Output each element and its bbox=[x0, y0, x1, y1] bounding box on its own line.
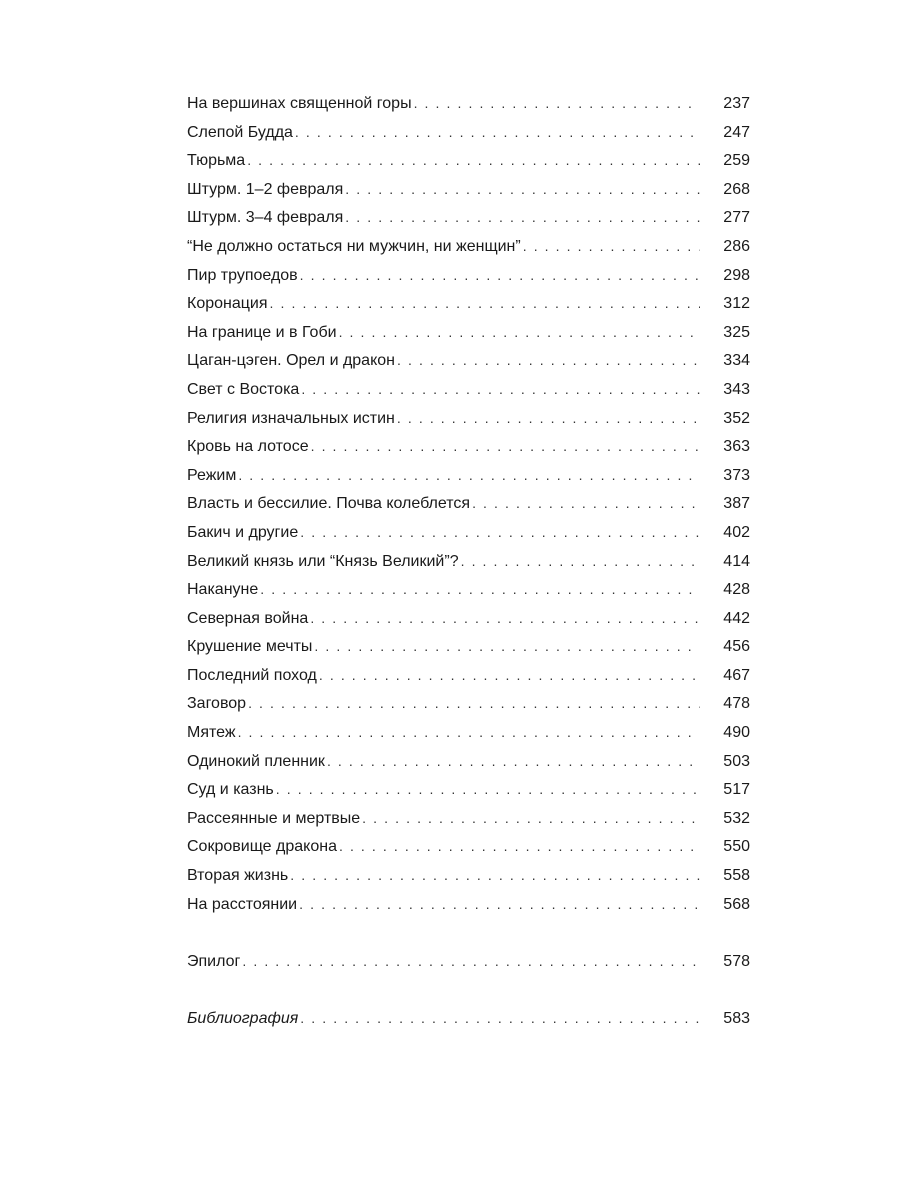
toc-entry-page: 237 bbox=[723, 95, 750, 112]
toc-entry-page: 550 bbox=[723, 838, 750, 856]
toc-entry-title: Библиография bbox=[187, 1010, 299, 1027]
toc-entry-title: Штурм. 3–4 февраля bbox=[187, 209, 344, 227]
toc-entry-epilogue[interactable] bbox=[187, 947, 750, 976]
dot-leader bbox=[248, 689, 700, 718]
toc-entry-page: 343 bbox=[723, 380, 750, 398]
dot-leader bbox=[295, 118, 700, 147]
toc-entry-page: 259 bbox=[723, 152, 750, 170]
toc-entry-title: Свет с Востока bbox=[187, 380, 300, 398]
dot-leader bbox=[260, 575, 700, 604]
toc-entry-page: 490 bbox=[723, 724, 750, 742]
toc-entry[interactable] bbox=[187, 146, 750, 175]
toc-entry-page: 373 bbox=[723, 466, 750, 484]
toc-entry-title: Одинокий пленник bbox=[187, 752, 325, 770]
toc-entry[interactable] bbox=[187, 604, 750, 633]
toc-entry[interactable] bbox=[187, 261, 750, 290]
toc-entry[interactable] bbox=[187, 775, 750, 804]
toc-entry[interactable] bbox=[187, 489, 750, 518]
toc-entry[interactable] bbox=[187, 404, 750, 433]
toc-entry[interactable] bbox=[187, 547, 750, 576]
toc-entry-title: Власть и бессилие. Почва колеблется bbox=[187, 495, 471, 513]
toc-entry-page: 387 bbox=[723, 495, 750, 513]
dot-leader bbox=[345, 175, 700, 204]
toc-entry-page: 578 bbox=[723, 952, 750, 970]
section-gap bbox=[187, 975, 750, 1004]
toc-entry-title: Бакич и другие bbox=[187, 523, 299, 541]
toc-entry-page: 247 bbox=[723, 123, 750, 141]
toc-entry-page: 558 bbox=[723, 867, 750, 885]
toc-entry-title: Тюрьма bbox=[187, 152, 246, 170]
toc-entry[interactable] bbox=[187, 632, 750, 661]
toc-entry-title: На расстоянии bbox=[187, 895, 298, 913]
dot-leader bbox=[523, 232, 700, 261]
toc-entry[interactable] bbox=[187, 661, 750, 690]
dot-leader bbox=[397, 404, 700, 433]
dot-leader bbox=[345, 203, 700, 232]
toc-entry-title: На границе и в Гоби bbox=[187, 323, 337, 341]
dot-leader bbox=[362, 804, 700, 833]
dot-leader bbox=[300, 1004, 700, 1033]
toc-entry-page: 268 bbox=[723, 180, 750, 198]
dot-leader bbox=[238, 461, 700, 490]
toc-entry-page: 277 bbox=[723, 209, 750, 227]
dot-leader bbox=[299, 890, 700, 919]
toc-entry-page: 298 bbox=[723, 266, 750, 284]
dot-leader bbox=[397, 346, 700, 375]
dot-leader bbox=[247, 146, 700, 175]
toc-entry[interactable] bbox=[187, 289, 750, 318]
toc-entry-title: Рассеянные и мертвые bbox=[187, 809, 361, 827]
toc-entry-page: 334 bbox=[723, 352, 750, 370]
toc-entry-page: 583 bbox=[723, 1010, 750, 1027]
dot-leader bbox=[300, 261, 700, 290]
toc-entry-page: 312 bbox=[723, 295, 750, 313]
toc-entry[interactable] bbox=[187, 346, 750, 375]
toc-entry-page: 478 bbox=[723, 695, 750, 713]
dot-leader bbox=[238, 718, 700, 747]
dot-leader bbox=[301, 375, 700, 404]
table-of-contents bbox=[187, 89, 750, 1033]
toc-entry[interactable] bbox=[187, 89, 750, 118]
dot-leader bbox=[461, 547, 700, 576]
toc-entry-title: Заговор bbox=[187, 695, 247, 713]
toc-entry-title: Слепой Будда bbox=[187, 123, 293, 141]
toc-entry-title: Вторая жизнь bbox=[187, 867, 289, 885]
toc-entry-title: Мятеж bbox=[187, 724, 236, 742]
toc-entry[interactable] bbox=[187, 832, 750, 861]
dot-leader bbox=[472, 489, 700, 518]
toc-entry[interactable] bbox=[187, 861, 750, 890]
toc-entry[interactable] bbox=[187, 175, 750, 204]
toc-entry-page: 352 bbox=[723, 409, 750, 427]
section-gap bbox=[187, 918, 750, 947]
dot-leader bbox=[319, 661, 700, 690]
toc-entry[interactable] bbox=[187, 890, 750, 919]
toc-entry[interactable] bbox=[187, 461, 750, 490]
toc-entry[interactable] bbox=[187, 804, 750, 833]
toc-entry-bibliography[interactable] bbox=[187, 1004, 750, 1033]
toc-entry-page: 467 bbox=[723, 666, 750, 684]
toc-entry-page: 517 bbox=[723, 781, 750, 799]
toc-entry[interactable] bbox=[187, 718, 750, 747]
toc-entry-title: Северная война bbox=[187, 609, 309, 627]
dot-leader bbox=[242, 947, 700, 976]
toc-entry-title: Суд и казнь bbox=[187, 781, 274, 799]
dot-leader bbox=[290, 861, 700, 890]
toc-entry-title: Режим bbox=[187, 466, 237, 484]
toc-entry-title: Штурм. 1–2 февраля bbox=[187, 180, 344, 198]
chapter-list bbox=[187, 89, 750, 918]
toc-entry-title: Религия изначальных истин bbox=[187, 409, 395, 427]
toc-entry-page: 503 bbox=[723, 752, 750, 770]
toc-entry[interactable] bbox=[187, 232, 750, 261]
dot-leader bbox=[414, 89, 700, 118]
toc-entry[interactable] bbox=[187, 432, 750, 461]
toc-entry-page: 325 bbox=[723, 323, 750, 341]
toc-entry-title: “Не должно остаться ни мужчин, ни женщин” bbox=[187, 237, 521, 255]
dot-leader bbox=[270, 289, 700, 318]
toc-entry-page: 286 bbox=[723, 237, 750, 255]
toc-entry-page: 568 bbox=[723, 895, 750, 913]
toc-entry[interactable] bbox=[187, 747, 750, 776]
dot-leader bbox=[300, 518, 700, 547]
dot-leader bbox=[327, 747, 700, 776]
toc-entry-title: Накануне bbox=[187, 581, 259, 599]
toc-entry-title: Крушение мечты bbox=[187, 638, 313, 656]
toc-entry[interactable] bbox=[187, 575, 750, 604]
toc-entry-page: 428 bbox=[723, 581, 750, 599]
toc-entry-page: 442 bbox=[723, 609, 750, 627]
toc-entry[interactable] bbox=[187, 318, 750, 347]
dot-leader bbox=[311, 432, 700, 461]
toc-entry[interactable] bbox=[187, 203, 750, 232]
toc-entry-title: Эпилог bbox=[187, 952, 241, 970]
toc-entry-page: 402 bbox=[723, 523, 750, 541]
dot-leader bbox=[339, 832, 700, 861]
toc-entry[interactable] bbox=[187, 689, 750, 718]
dot-leader bbox=[276, 775, 700, 804]
dot-leader bbox=[314, 632, 700, 661]
dot-leader bbox=[310, 604, 700, 633]
toc-entry-page: 532 bbox=[723, 809, 750, 827]
toc-entry-title: Цаган-цэген. Орел и дракон bbox=[187, 352, 395, 370]
toc-entry-page: 414 bbox=[723, 552, 750, 570]
toc-entry-title: Коронация bbox=[187, 295, 268, 313]
toc-entry-title: Пир трупоедов bbox=[187, 266, 298, 284]
dot-leader bbox=[339, 318, 700, 347]
toc-entry[interactable] bbox=[187, 375, 750, 404]
toc-entry[interactable] bbox=[187, 518, 750, 547]
toc-entry-title: Великий князь или “Князь Великий”? bbox=[187, 552, 459, 570]
toc-entry-title: Кровь на лотосе bbox=[187, 438, 309, 456]
toc-entry-page: 456 bbox=[723, 638, 750, 656]
toc-entry-title: На вершинах священной горы bbox=[187, 95, 412, 112]
toc-entry[interactable] bbox=[187, 118, 750, 147]
toc-entry-page: 363 bbox=[723, 438, 750, 456]
toc-entry-title: Сокровище дракона bbox=[187, 838, 337, 856]
toc-entry-title: Последний поход bbox=[187, 666, 317, 684]
